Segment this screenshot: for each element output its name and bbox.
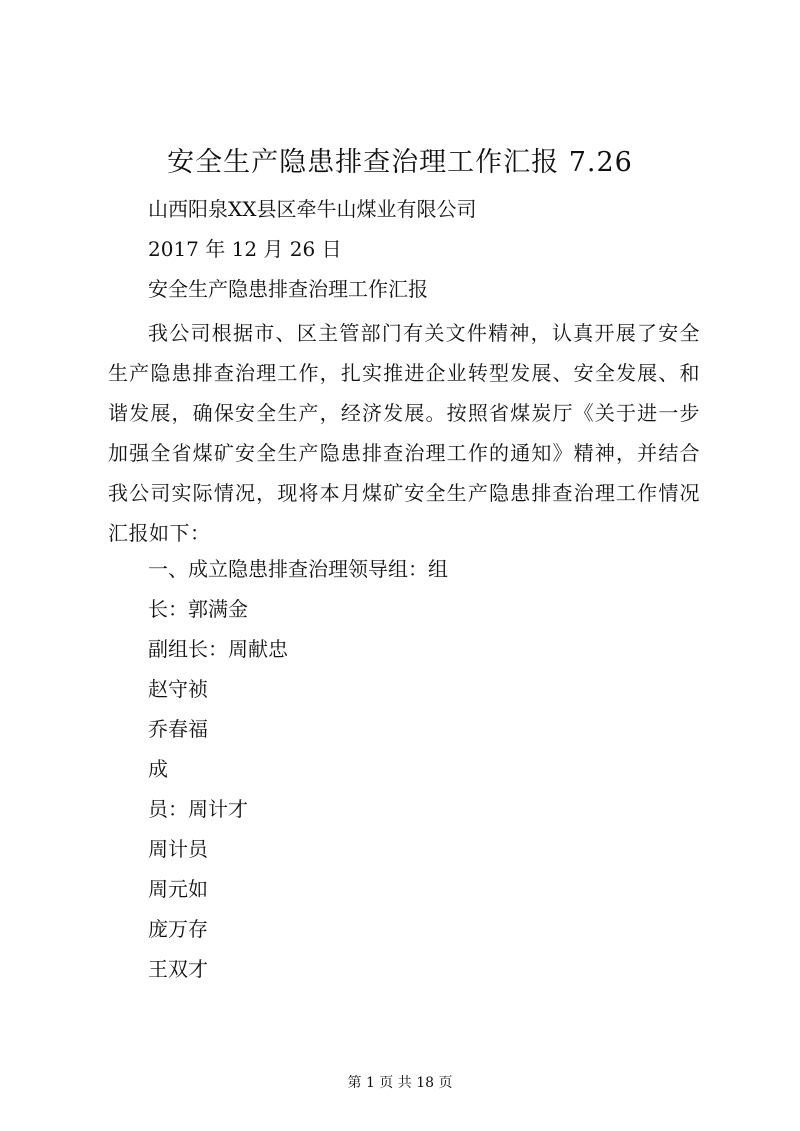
list-item: 周计员 (148, 837, 208, 861)
list-item: 长：郭满金 (148, 597, 248, 621)
list-item: 王双才 (148, 957, 208, 981)
list-item: 乔春福 (148, 717, 208, 741)
document-subtitle: 安全生产隐患排查治理工作汇报 (148, 277, 428, 301)
page-number-footer: 第 1 页 共 18 页 (347, 1075, 453, 1091)
company-name: 山西阳泉XX县区牵牛山煤业有限公司 (148, 197, 477, 221)
document-date: 2017 年 12 月 26 日 (148, 237, 342, 261)
list-item: 副组长：周献忠 (148, 637, 288, 661)
intro-paragraph: 我公司根据市、区主管部门有关文件精神，认真开展了安全生产隐患排查治理工作，扎实推进企业转型发展、安全发展、和谐发展，确保安全生产，经济发展。按照省煤炭厅《关于进一步加强全省煤矿安全生产隐患排查治理工作的通知》精神，并结合我公司实际情况，现将本月煤矿安全生产隐患排查治理工作情况汇报如下： (108, 321, 700, 545)
list-item: 员：周计才 (148, 797, 248, 821)
list-item: 成 (148, 757, 168, 781)
section-heading: 一、成立隐患排查治理领导组：组 (148, 557, 448, 581)
document-title: 安全生产隐患排查治理工作汇报 7.26 (167, 147, 633, 178)
list-item: 赵守祯 (148, 677, 208, 701)
list-item: 周元如 (148, 877, 208, 901)
list-item: 庞万存 (148, 917, 208, 941)
